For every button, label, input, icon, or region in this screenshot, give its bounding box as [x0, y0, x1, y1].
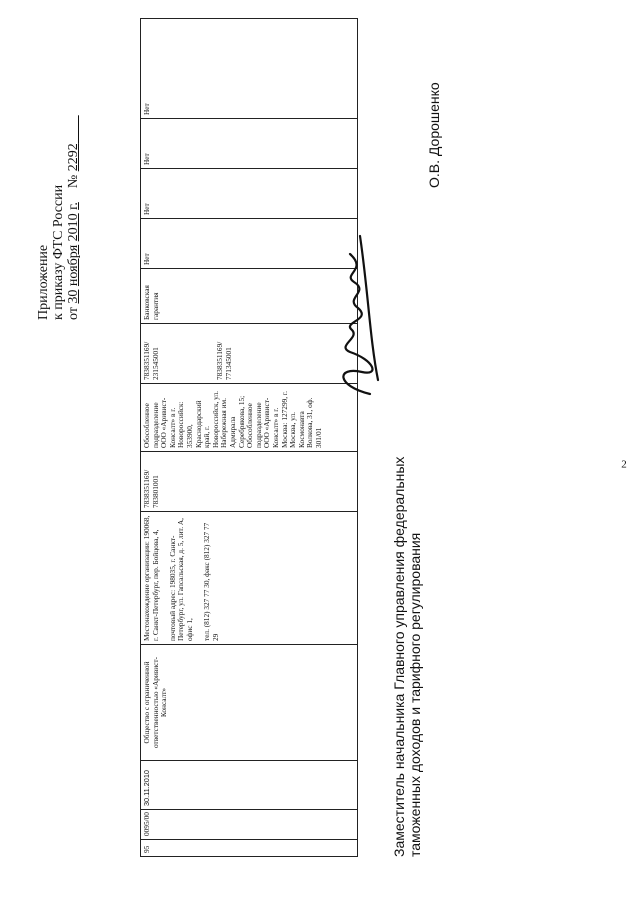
page-number: 2 — [621, 458, 627, 471]
handwritten-signature — [330, 230, 390, 400]
order-reference: к приказу ФТС России — [51, 184, 66, 320]
order-date-line: от 30 ноября 2010 г. № 2292 — [66, 143, 81, 320]
signatory-name: О.В. Дорошенко — [426, 82, 442, 188]
order-number: 2292 — [66, 143, 81, 172]
branch-inn-kpp — [141, 324, 358, 384]
table-row — [141, 19, 358, 857]
inclusion-date: 30.11.2010 — [141, 761, 358, 810]
appendix-title: Приложение — [36, 244, 51, 320]
order-month: ноября — [66, 244, 81, 287]
signatory-title: Заместитель начальника Главного управления федеральных таможенных доходов и тарифного регулирования — [391, 456, 423, 857]
order-year: 2010 — [66, 213, 81, 242]
order-day: 30 — [66, 289, 81, 304]
col-b-value: Нет — [141, 169, 358, 219]
guarantee-type: Банковская гарантия — [141, 269, 358, 324]
registration-number: 0095/00 — [141, 810, 358, 840]
row-number: 95 — [141, 840, 358, 857]
branches: Обособленное подразделение ООО «Аривист-Консалт» в г. Новороссийск: 353900, Краснодарский край, г. Новороссийск, ул. Набережная им. Адмирала Серебрякова, 15; Обособленное подразделение ООО «Аривист-Консалт» в г. Москва: 127299, г. Москва, ул. Космонавта Волкова, 31, оф. 301/01 — [141, 384, 358, 452]
inn-kpp-main: 7838351169/ 783801001 — [141, 452, 358, 512]
order-header — [36, 20, 81, 320]
organization-name: Общество с ограниченной ответственностью «Аривист-Консалт» — [141, 645, 358, 761]
registry-table — [140, 18, 358, 857]
col-a-value: Нет — [141, 219, 358, 269]
organization-address: Местонахождение организации: 190068, г. Санкт-Петербург, пер. Бойцова, 4, почтовый адрес: 198035, г. Санкт-Петербург, ул. Гапсальская, д. 5, лит. А, офис 1, тел. (812) 327 77 30, факс (812) 327 77 29 — [141, 512, 358, 645]
col-c-value: Нет — [141, 119, 358, 169]
branch-inn-2: 7838351169/ 771345001 — [215, 341, 233, 380]
col-d-value: Нет — [141, 19, 358, 119]
branch-inn-1: 7838351169/ 231545001 — [142, 341, 160, 380]
